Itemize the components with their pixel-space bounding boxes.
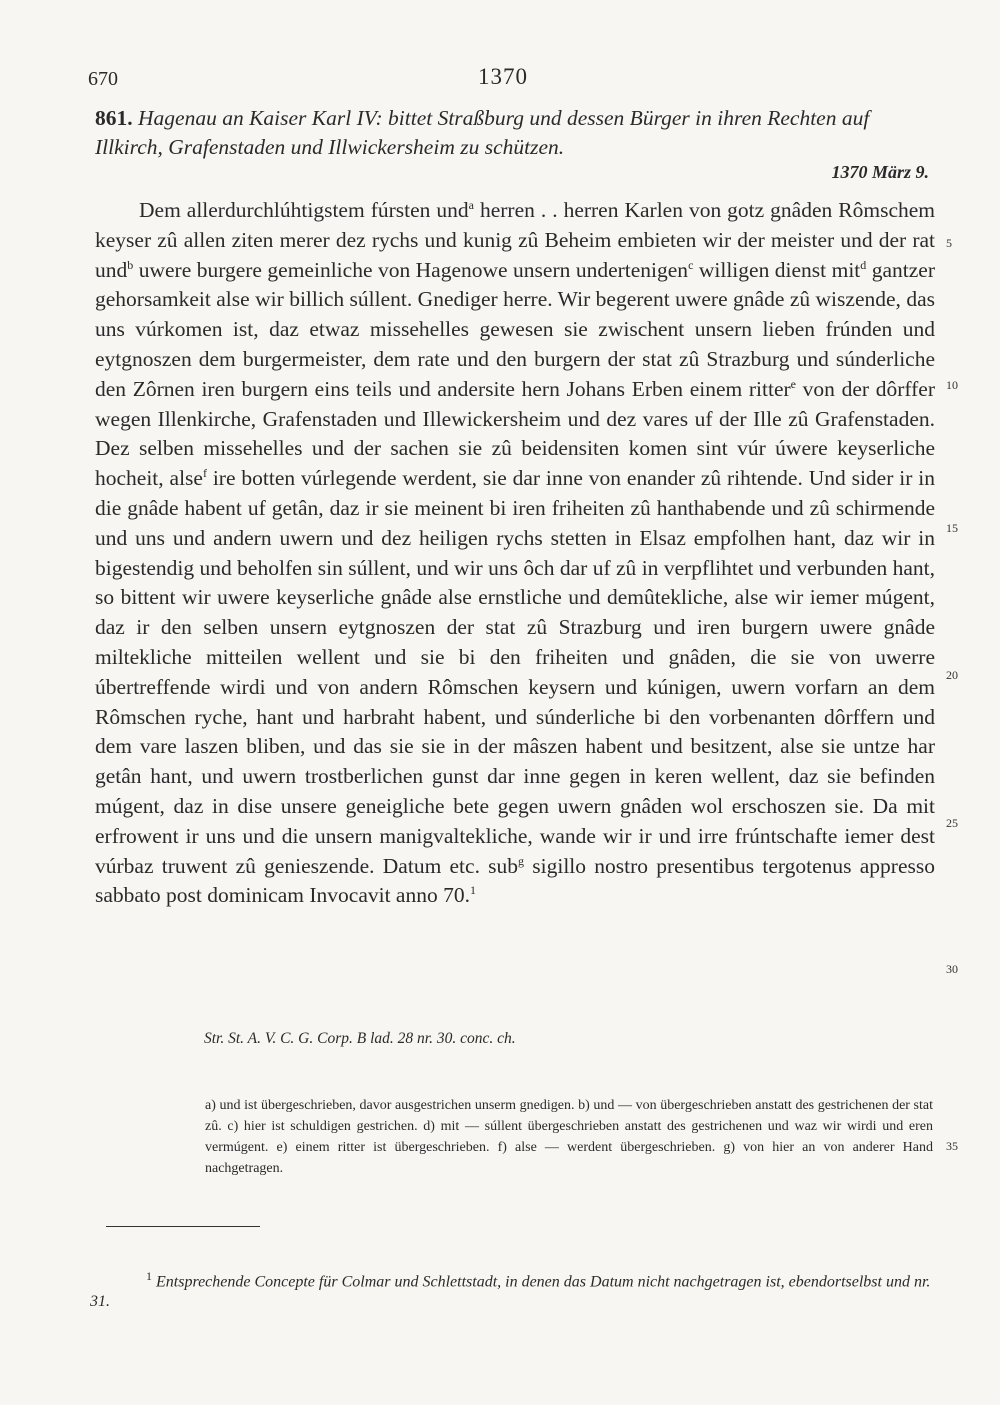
body-text-segment: Dem allerdurchlúhtigstem fúrsten und [139,198,469,222]
body-text-segment: gantzer gehorsamkeit alse wir billich súllent. Gnediger herre. Wir begerent uwere gnâde zû wiszende, das uns vúrkomen ist, daz etwaz missehelles gewesen sie zwischent unsern lieben frúnden und eytgnoszen dem burgermeister, dem rate und den burgern der stat zû Strazburg und súnderliche den Zôrnen iren burgern eins teils und andersite hern Johans Erben einem ritter [95,257,935,401]
line-number: 30 [946,962,958,976]
footnote-number: 1 [146,1269,152,1283]
footnote-divider [106,1226,260,1227]
body-text-segment: uwere burgere gemeinliche von Hagenowe unsern undertenigen [133,257,689,282]
running-header-year: 1370 [478,64,528,89]
note-marker: c [688,257,694,272]
document-date: 1370 März 9. [831,162,929,182]
document-body [95,196,935,911]
line-number: 5 [946,236,952,250]
note-marker: e [790,376,796,391]
document-number: 861. [95,106,133,130]
textual-notes [205,1095,933,1179]
line-number: 20 [946,668,958,682]
body-text-segment: willigen dienst mit [693,257,861,282]
footnote [90,1266,940,1312]
note-marker: g [518,853,525,868]
line-number: 25 [946,816,958,830]
note-marker: f [202,466,207,481]
page-number: 670 [88,68,118,90]
body-text-segment: von der dôrffer wegen Illenkirche, Grafenstaden und Illewickersheim und dez vares uf der Ille zû Grafenstaden. Dez selben missehelles und der sachen sie zû beidensiten komen sint vúr úwere keyserliche hocheit, alse [95,376,935,491]
note-marker: b [127,257,134,272]
body-text-segment: sigillo nostro presentibus tergotenus appresso sabbato post dominicam Invocavit anno 70. [95,853,935,908]
note-marker: d [860,257,867,272]
archive-source: Str. St. A. V. C. G. Corp. B lad. 28 nr. 30. conc. ch. [204,1030,516,1047]
line-number: 35 [946,1139,958,1153]
document-title: Hagenau an Kaiser Karl IV: bittet Straßburg und dessen Bürger in ihren Rechten auf Illkirch, Grafenstaden und Illwickersheim zu schützen. [95,106,870,159]
document-heading [95,104,935,162]
body-paragraph [95,196,935,911]
notes-text: a) und ist übergeschrieben, davor ausgestrichen unserm gnedigen. b) und — von übergeschrieben anstatt des gestrichenen der stat zû. c) hier ist schuldigen gestrichen. d) mit — súllent übergeschrieben anstatt des gestrichenen und waz wir wirdi und eren vermúgent. e) einem ritter ist übergeschrieben. f) alse — werdent übergeschrieben. g) von hier an von anderer Hand nachgetragen. [205,1098,933,1176]
line-number: 15 [946,521,958,535]
body-text-segment: herren . . herren Karlen von gotz gnâden Rômschem keyser zû allen ziten merer dez rychs und kunig zû Beheim embieten wir der meister und der rat und [95,198,935,282]
body-text-segment: ire botten vúrlegende werdent, sie dar inne von enander zû rihtende. Und sider ir in die gnâde habent uf getân, daz ir sie meinent bi iren friheiten zû hanthabende und zû schirmende und uns und andern uwern und dez heiligen rychs stetten in Elsaz empfolhen hant, daz wir in bigestendig und beholfen sin súllent, und wir uns ôch dar uf zû in verpflihtet und verbunden hant, so bittent wir uwere keyserliche gnâde alse ernstliche und demûtekliche, alse wir iemer múgent, daz ir den selben unsern eytgnoszen der stat zû Strazburg und iren burgern uwere gnâde miltekliche mitteilen wellent und sie bi den friheiten und gnâden, die sie von uwerre úbertreffende wirdi und von andern Rômschen keysern und kúnigen, uwern vorfarn an dem Rômschen ryche, hant und harbraht habent, und súnderliche bi den vorbenanten dôrffern und dem vare laszen bliben, und das sie sie in der mâszen habent und besitzent, alse sie untze har getân hant, und uwern trostberlichen gunst dar inne gegen in keren wellent, daz sie befinden múgent, daz in dise unsere geneigliche bete gegen uwern gnâden wol erschoszen sie. Da mit erfrowent ir uns und die unsern manigvaltekliche, wande wir ir und irre frúntschafte iemer dest vúrbaz truwent zû genieszende. Datum etc. sub [95,466,935,878]
note-marker: a [468,197,474,212]
footnote-marker: 1 [469,883,476,898]
footnote-text: Entsprechende Concepte für Colmar und Schlettstadt, in denen das Datum nicht nachgetragen ist, ebendortselbst und nr. 31. [90,1273,931,1311]
line-number: 10 [946,378,958,392]
